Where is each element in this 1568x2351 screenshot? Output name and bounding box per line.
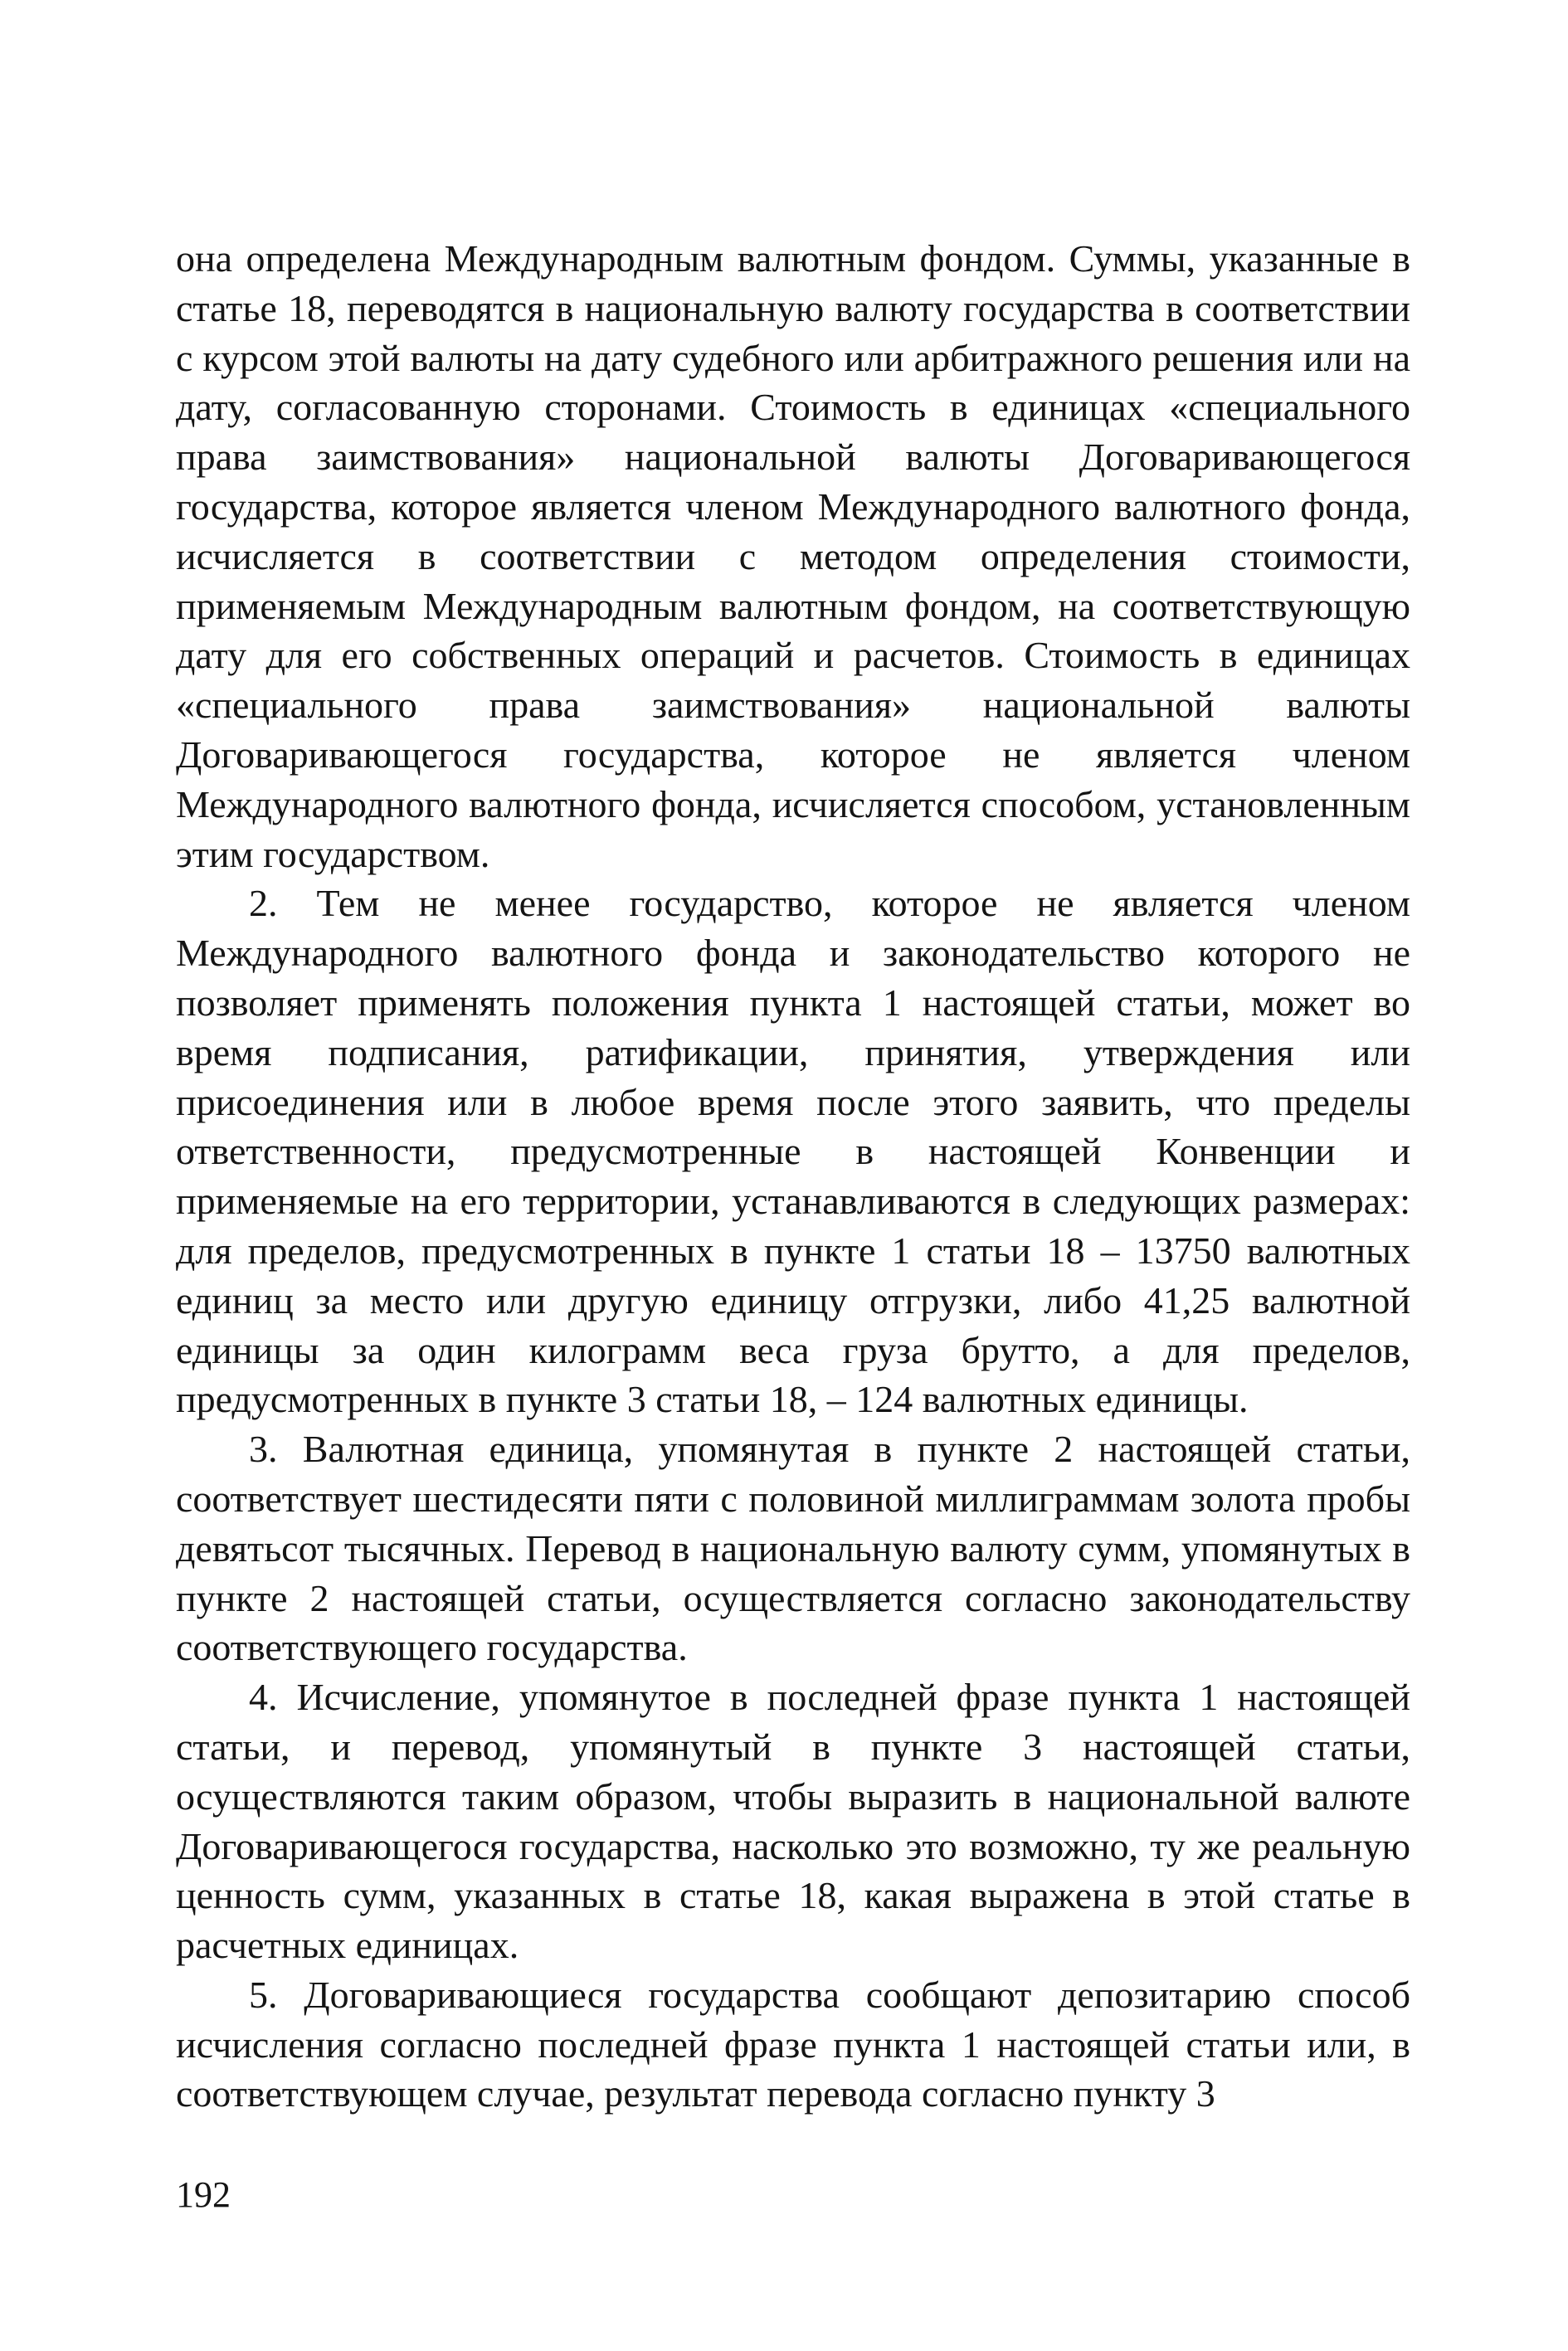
paragraph-item-2: 2. Тем не менее государство, которое не является членом Международного валютного фонда и законодательство которого не позволяет применять положения пункта 1 настоящей статьи, может во время подписания, ратификации, принятия, утверждения или присоединения или в любое время после этого заявить, что пределы ответственности, предусмотренные в настоящей Конвенции и применяемые на его территории, устанавливаются в следующих размерах: для пределов, предусмотренных в пункте 1 статьи 18 – 13750 валютных единиц за место или другую единицу отгрузки, либо 41,25 валютной единицы за один килограмм веса груза брутто, а для пределов, предусмотренных в пункте 3 статьи 18, – 124 валютных единицы. [176, 882, 1410, 1421]
paragraph-item-3: 3. Валютная единица, упомянутая в пункте 2 настоящей статьи, соответствует шестидесяти пяти с половиной миллиграммам золота пробы девятьсот тысячных. Перевод в национальную валюту сумм, упомянутых в пункте 2 настоящей статьи, осуществляется согласно законодательству соответствующего государства. [176, 1428, 1410, 1669]
paragraph-item-5: 5. Договаривающиеся государства сообщают депозитарию способ исчисления согласно последней фразе пункта 1 настоящей статьи или, в соответствующем случае, результат перевода согласно пункту 3 [176, 1973, 1410, 2115]
paragraph-continuation: она определена Международным валютным фондом. Суммы, указанные в статье 18, переводятся в национальную валюту государства в соответствии с курсом этой валюты на дату судебного или арбитражного решения или на дату, согласованную сторонами. Стоимость в единицах «специального права заимствования» национальной валюты Договаривающегося государства, которое является членом Международного валютного фонда, исчисляется в соответствии с методом определения стоимости, применяемым Международным валютным фондом, на соответствующую дату для его собственных операций и расчетов. Стоимость в единицах «специального права заимствования» национальной валюты Договаривающегося государства, которое не является членом Международного валютного фонда, исчисляется способом, установленным этим государством. [176, 237, 1410, 875]
page-number: 192 [176, 2174, 231, 2215]
paragraph-item-4: 4. Исчисление, упомянутое в последней фразе пункта 1 настоящей статьи, и перевод, упомянутый в пункте 3 настоящей статьи, осуществляются таким образом, чтобы выразить в национальной валюте Договаривающегося государства, насколько это возможно, ту же реальную ценность сумм, указанных в статье 18, какая выражена в этой статье в расчетных единицах. [176, 1676, 1410, 1967]
body-text [176, 234, 1410, 2119]
